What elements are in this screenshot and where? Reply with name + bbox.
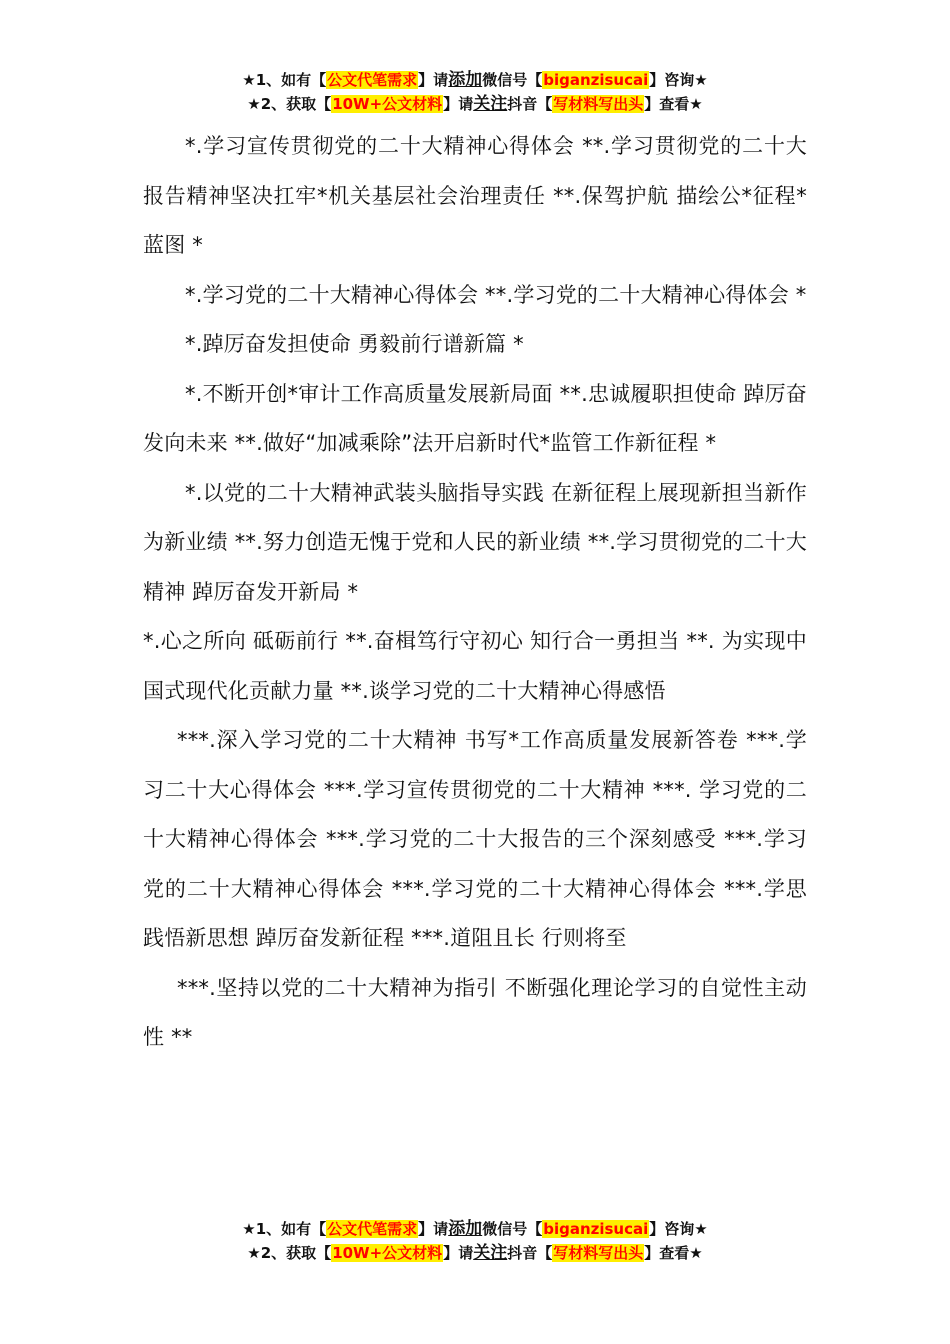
banner-text: 】请 bbox=[443, 95, 474, 113]
banner-text: 抖音【 bbox=[507, 1244, 553, 1262]
footer-banner bbox=[0, 1217, 950, 1265]
banner-text: ★2、获取【 bbox=[247, 95, 332, 113]
banner-text: 抖音【 bbox=[507, 95, 553, 113]
paragraph: *.不断开创*审计工作高质量发展新局面 **.忠诚履职担使命 踔厉奋发向未来 **.做好“加减乘除”法开启新时代*监管工作新征程 * bbox=[143, 381, 807, 455]
paragraph: ***.深入学习党的二十大精神 书写*工作高质量发展新答卷 ***.学习二十大心得体会 ***.学习宣传贯彻党的二十大精神 ***. 学习党的二十大精神心得体会 ***.学习党的二十大报告的三个深刻感受 ***.学习党的二十大精神心得体会 ***.学习党的二十大精神心得体会 ***.学思践悟新思想 踔厉奋发新征程 ***.道阻且长 行则将至 bbox=[143, 728, 807, 950]
highlight-wechat-id: biganzisucai bbox=[543, 71, 649, 89]
highlight-service: 公文代笔需求 bbox=[327, 1220, 418, 1238]
paragraph: *.踔厉奋发担使命 勇毅前行谱新篇 * bbox=[185, 332, 524, 356]
banner-text: ★2、获取【 bbox=[247, 1244, 332, 1262]
banner-text: 】请 bbox=[443, 1244, 474, 1262]
banner-text: 微信号【 bbox=[482, 1220, 543, 1238]
highlight-douyin: 写材料写出头 bbox=[553, 95, 644, 113]
highlight-wechat-id: biganzisucai bbox=[543, 1220, 649, 1238]
banner-text: 微信号【 bbox=[482, 71, 543, 89]
underlined-add: 添加 bbox=[448, 70, 483, 90]
banner-text: 】查看★ bbox=[644, 95, 703, 113]
underlined-follow: 关注 bbox=[473, 94, 508, 114]
paragraph: *.以党的二十大精神武装头脑指导实践 在新征程上展现新担当新作为新业绩 **.努力创造无愧于党和人民的新业绩 **.学习贯彻党的二十大精神 踔厉奋发开新局 * bbox=[143, 480, 807, 604]
banner-text: 】查看★ bbox=[644, 1244, 703, 1262]
paragraph: *.心之所向 砥砺前行 **.奋楫笃行守初心 知行合一勇担当 **. 为实现中国式现代化贡献力量 **.谈学习党的二十大精神心得感悟 bbox=[143, 629, 807, 703]
highlight-service: 公文代笔需求 bbox=[327, 71, 418, 89]
banner-text: 】请 bbox=[418, 1220, 449, 1238]
banner-line-2 bbox=[0, 1241, 950, 1265]
banner-line-1 bbox=[0, 1217, 950, 1241]
paragraph: ***.坚持以党的二十大精神为指引 不断强化理论学习的自觉性主动性 ** bbox=[143, 975, 807, 1049]
underlined-add: 添加 bbox=[448, 1219, 483, 1239]
highlight-materials: 10W+公文材料 bbox=[332, 95, 443, 113]
paragraph: *.学习党的二十大精神心得体会 **.学习党的二十大精神心得体会 * bbox=[185, 282, 807, 307]
highlight-douyin: 写材料写出头 bbox=[553, 1244, 644, 1262]
header-banner bbox=[0, 68, 950, 116]
banner-text: ★1、如有【 bbox=[242, 1220, 327, 1238]
highlight-materials: 10W+公文材料 bbox=[332, 1244, 443, 1262]
underlined-follow: 关注 bbox=[473, 1243, 508, 1263]
banner-line-2 bbox=[0, 92, 950, 116]
banner-line-1 bbox=[0, 68, 950, 92]
banner-text: 】咨询★ bbox=[649, 1220, 708, 1238]
banner-text: 】请 bbox=[418, 71, 449, 89]
paragraph: *.学习宣传贯彻党的二十大精神心得体会 **.学习贯彻党的二十大报告精神坚决扛牢*机关基层社会治理责任 **.保驾护航 描绘公*征程*蓝图 * bbox=[143, 134, 807, 257]
document-body bbox=[143, 122, 807, 1063]
banner-text: ★1、如有【 bbox=[242, 71, 327, 89]
banner-text: 】咨询★ bbox=[649, 71, 708, 89]
